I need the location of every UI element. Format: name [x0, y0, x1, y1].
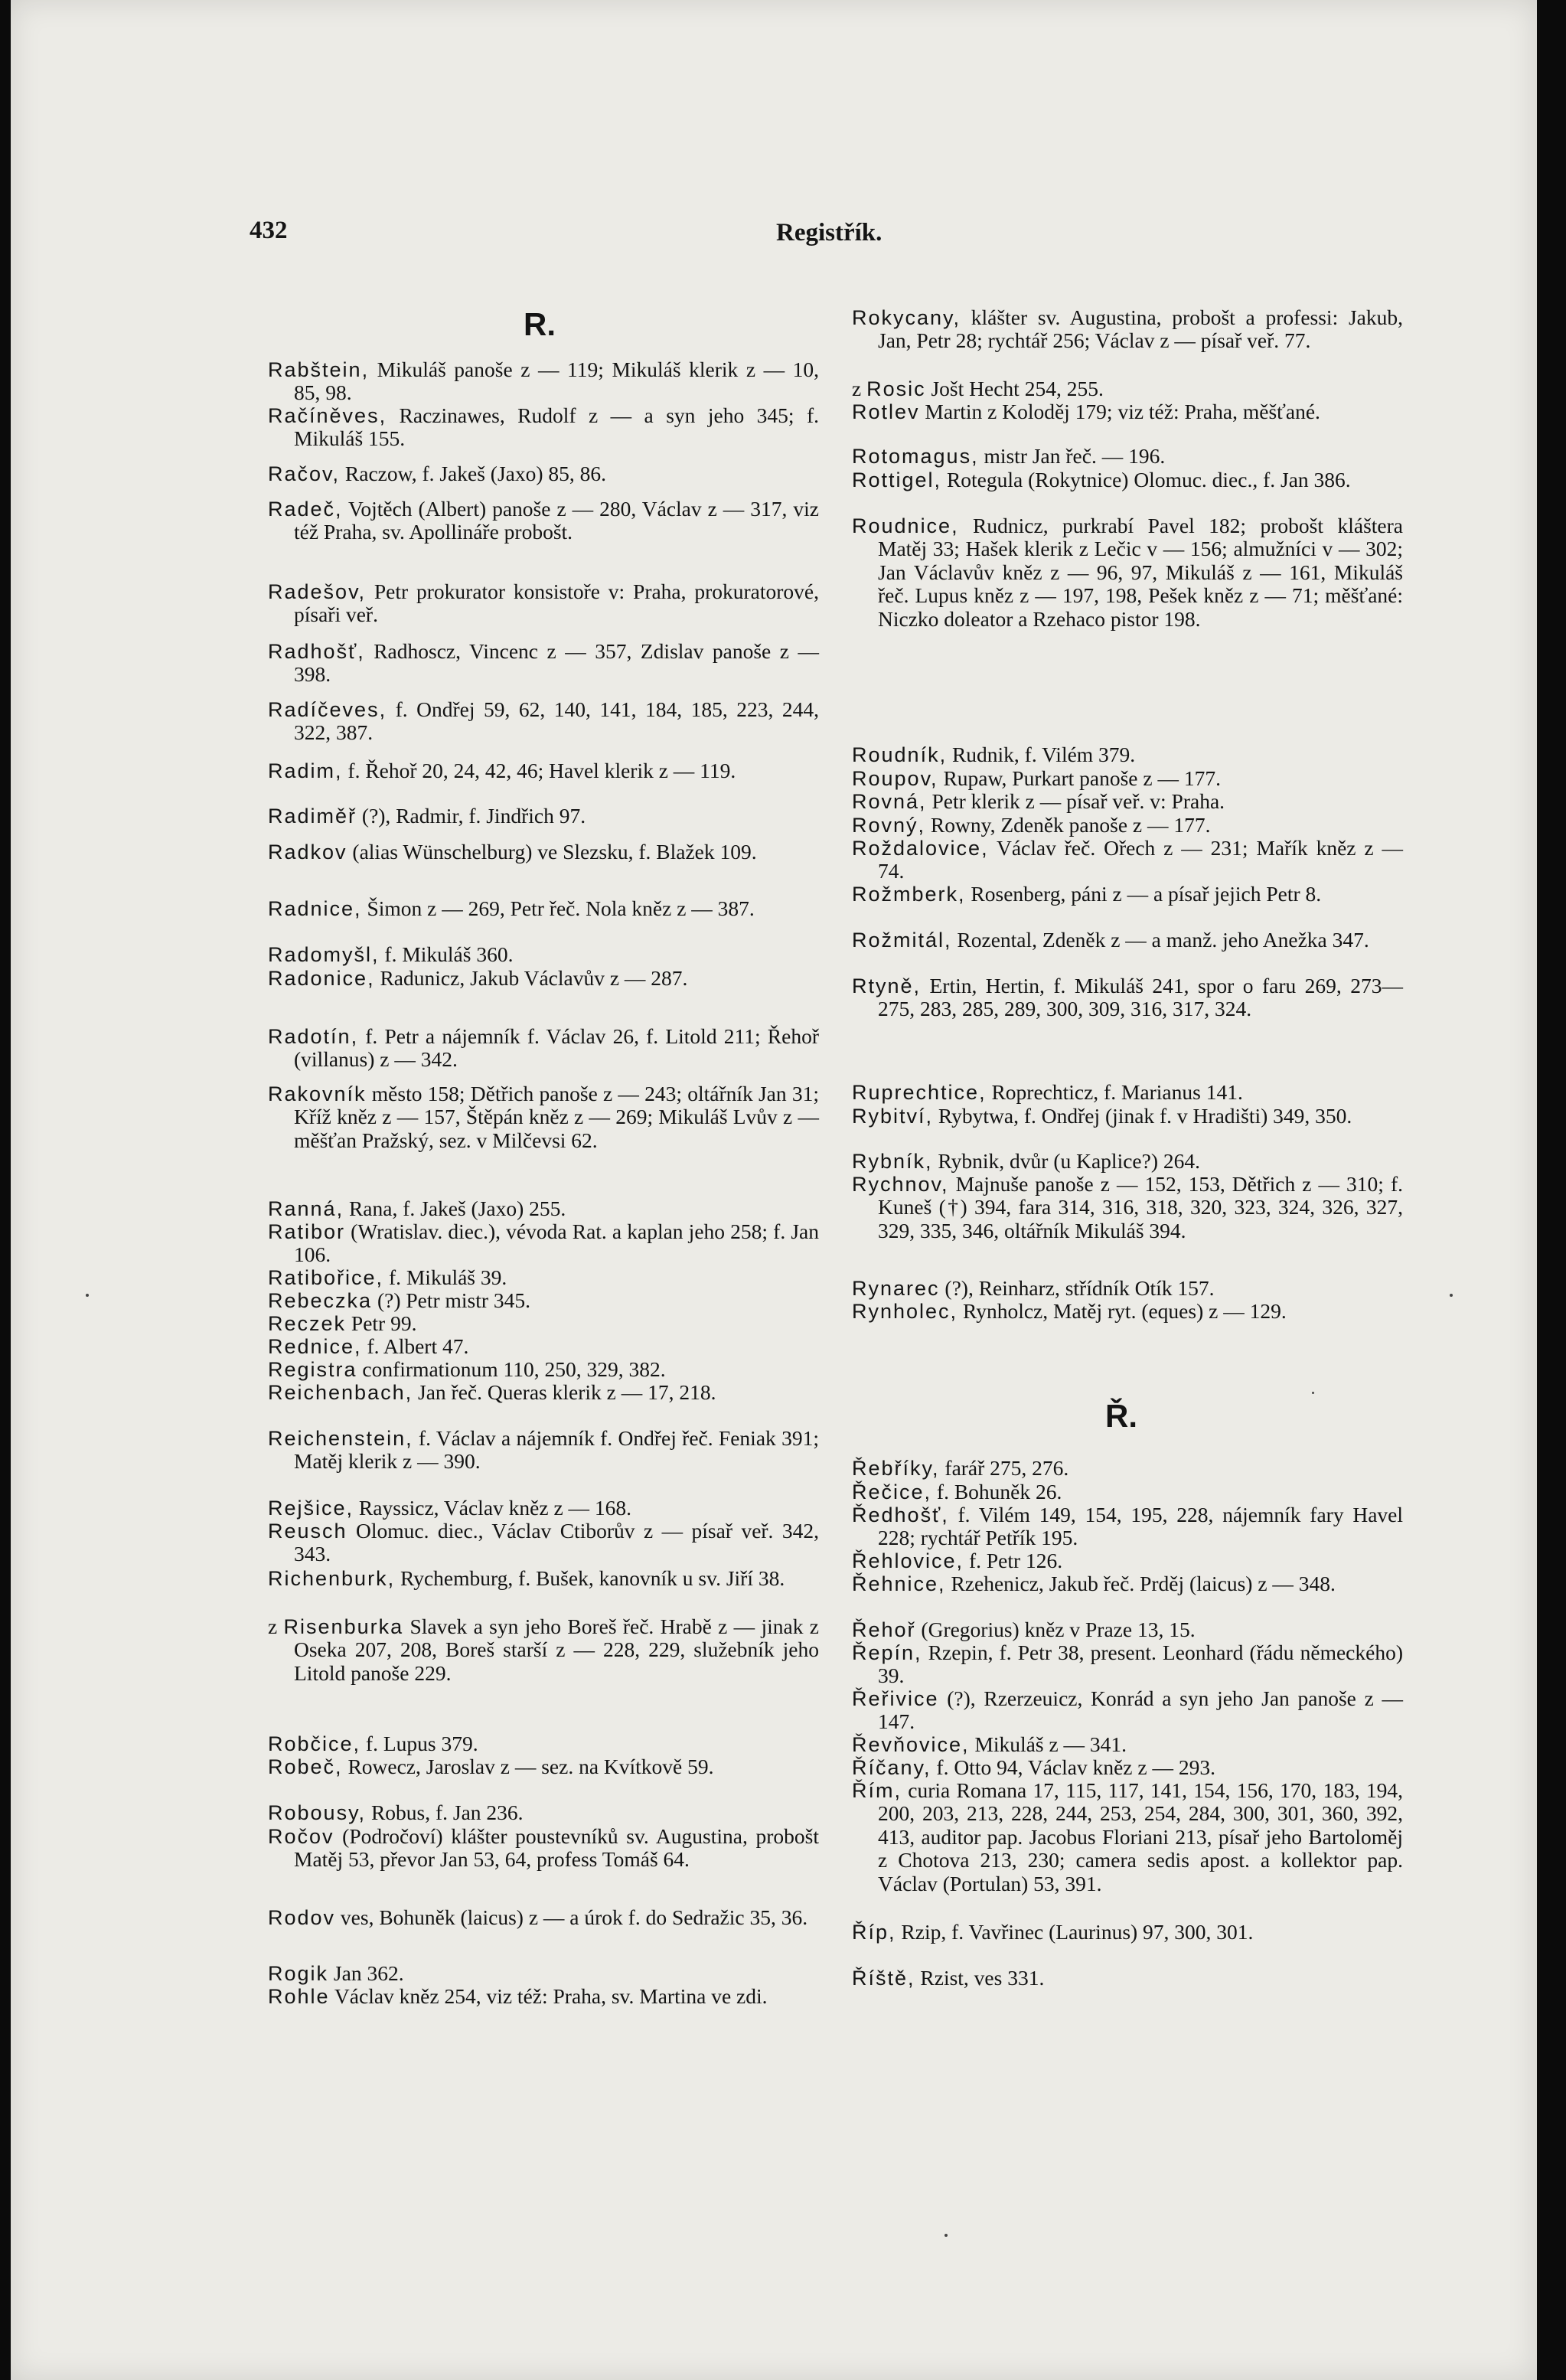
entry-headword: Radiměř — [268, 805, 357, 828]
entry-text: f. Albert 47. — [361, 1334, 469, 1358]
index-entry — [268, 759, 819, 782]
index-entry — [268, 897, 819, 920]
index-entry — [268, 1567, 819, 1590]
entry-headword: Reusch — [268, 1520, 347, 1543]
entry-text: Rybytwa, f. Ondřej (jinak f. v Hradišti) 349, 350. — [933, 1104, 1352, 1128]
scan-speck — [1312, 1392, 1314, 1394]
index-entry — [268, 1427, 819, 1474]
index-entry — [268, 1335, 819, 1358]
entry-text: f. Vilém 149, 154, 195, 228, nájemník fary Havel 228; rychtář Petřík 195. — [878, 1503, 1403, 1550]
index-entry — [852, 1779, 1403, 1895]
entry-preposition: z — [852, 377, 867, 400]
entry-text: f. Lupus 379. — [361, 1732, 478, 1755]
index-entry — [268, 1801, 819, 1824]
entry-text: Jan 362. — [328, 1961, 404, 1985]
entry-headword: Rosic — [866, 377, 926, 400]
entry-headword: Řehoř — [852, 1618, 916, 1641]
entry-text: f. Václav a nájemník f. Ondřej řeč. Feniak 391; Matěj klerik z — 390. — [294, 1426, 819, 1474]
entry-text: Rybnik, dvůr (u Kaplice?) 264. — [932, 1149, 1200, 1173]
entry-headword: Řehlovice, — [852, 1549, 964, 1572]
entry-text: Rzist, ves 331. — [915, 1966, 1045, 1990]
entry-headword: Rodov — [268, 1906, 336, 1929]
entry-text: farář 275, 276. — [939, 1456, 1069, 1480]
entry-text: Olomuc. diec., Václav Ctiborův z — písař veř. 342, 343. — [294, 1519, 819, 1566]
entry-headword: Řebříky, — [852, 1457, 940, 1480]
index-entry — [268, 698, 819, 745]
index-entry — [852, 1641, 1403, 1688]
entry-text: Václav řeč. Ořech z — 231; Mařík kněz z — 74. — [878, 836, 1403, 883]
entry-text: (Gregorius) kněz v Praze 13, 15. — [915, 1618, 1196, 1641]
entry-headword: Ročov — [268, 1825, 334, 1848]
index-entry — [852, 1687, 1403, 1734]
index-entry — [852, 1503, 1403, 1550]
entry-text: (?), Radmir, f. Jindřich 97. — [357, 804, 586, 828]
entry-text: Petr klerik z — písař veř. v: Praha. — [926, 789, 1225, 813]
index-entry — [852, 1921, 1403, 1944]
entry-preposition: z — [268, 1614, 284, 1638]
entry-headword: Radomyšl, — [268, 943, 380, 966]
entry-text: Vojtěch (Albert) panoše z — 280, Václav z — 317, viz též Praha, sv. Apollináře probošt. — [294, 497, 819, 544]
index-entry — [268, 1825, 819, 1872]
index-entry — [852, 837, 1403, 883]
entry-text: Petr prokurator konsistoře v: Praha, prokuratorové, písaři veř. — [294, 579, 819, 627]
entry-text: (?), Reinharz, střídník Otík 157. — [939, 1276, 1215, 1300]
entry-headword: Račíněves, — [268, 404, 387, 427]
entry-headword: Rybitví, — [852, 1105, 934, 1128]
entry-text: Mikuláš z — 341. — [969, 1732, 1127, 1756]
index-entry — [268, 1520, 819, 1566]
entry-headword: Rabštein, — [268, 358, 370, 381]
scan-speck — [1450, 1294, 1453, 1297]
entry-text: f. Mikuláš 39. — [383, 1265, 507, 1289]
index-entry — [852, 743, 1403, 766]
entry-headword: Richenburk, — [268, 1567, 396, 1590]
index-entry — [852, 400, 1403, 423]
entry-text: Rotegula (Rokytnice) Olomuc. diec., f. Jan 386. — [941, 468, 1351, 491]
entry-headword: Reichenbach, — [268, 1381, 413, 1404]
entry-headword: Rychnov, — [852, 1173, 949, 1196]
index-entry — [852, 1173, 1403, 1242]
entry-headword: Rottigel, — [852, 468, 942, 491]
index-entry — [268, 967, 819, 990]
entry-headword: Rebeczka — [268, 1289, 373, 1312]
index-entry — [852, 1300, 1403, 1323]
entry-headword: Risenburka — [283, 1615, 404, 1638]
entry-headword: Radeč, — [268, 498, 343, 521]
entry-text: Rana, f. Jakeš (Jaxo) 255. — [344, 1197, 566, 1220]
entry-headword: Říčany, — [852, 1756, 931, 1779]
entry-headword: Radim, — [268, 759, 343, 782]
entry-headword: Radonice, — [268, 967, 375, 990]
entry-headword: Robčice, — [268, 1732, 361, 1755]
index-entry — [852, 1081, 1403, 1104]
entry-text: Rowecz, Jaroslav z — sez. na Kvítkově 59. — [342, 1755, 714, 1778]
index-entry — [852, 468, 1403, 491]
index-entry — [852, 1572, 1403, 1595]
entry-text: Rupaw, Purkart panoše z — 177. — [938, 766, 1221, 790]
entry-headword: Račov, — [268, 462, 341, 485]
entry-headword: Rožmitál, — [852, 929, 952, 952]
entry-headword: Ratibořice, — [268, 1266, 384, 1289]
index-entry — [852, 445, 1403, 468]
entry-text: mistr Jan řeč. — 196. — [978, 444, 1166, 468]
index-entry — [268, 1358, 819, 1381]
entry-text: Roprechticz, f. Marianus 141. — [986, 1080, 1243, 1104]
entry-headword: Radešov, — [268, 580, 367, 603]
entry-headword: Rynarec — [852, 1277, 940, 1300]
entry-text: Ertin, Hertin, f. Mikuláš 241, spor o faru 269, 273—275, 283, 285, 289, 300, 309, 316, 317, 324. — [878, 974, 1403, 1021]
entry-headword: Rokycany, — [852, 306, 961, 329]
entry-headword: Řehnice, — [852, 1572, 946, 1595]
entry-text: f. Bohuněk 26. — [931, 1480, 1062, 1503]
entry-text: Rudnicz, purkrabí Pavel 182; probošt kláštera Matěj 33; Hašek klerik z Lečic v — 156; almužníci v — 302; Jan Václavův kněz z — 96, 97, Mikuláš z — 161, Mikuláš řeč. Lupus kněz z — 197, 198, Pešek kněz z — 71; měšťané: Niczko doleator a Rzehaco pistor 198. — [878, 514, 1403, 631]
entry-headword: Roudník, — [852, 743, 948, 766]
entry-text: Rynholcz, Matěj ryt. (eques) z — 129. — [958, 1299, 1287, 1323]
entry-text: Petr 99. — [346, 1311, 417, 1335]
entry-headword: Radíčeves, — [268, 698, 387, 721]
page-number: 432 — [250, 217, 288, 244]
entry-headword: Rynholec, — [852, 1300, 958, 1323]
entry-text: Rudnik, f. Vilém 379. — [947, 743, 1136, 766]
running-head: Registřík. — [776, 219, 883, 246]
index-entry — [268, 1381, 819, 1404]
entry-headword: Rakovník — [268, 1082, 367, 1105]
index-entry — [268, 640, 819, 687]
index-entry — [852, 1756, 1403, 1779]
index-entry — [268, 1289, 819, 1312]
index-entry — [268, 943, 819, 966]
index-entry — [268, 580, 819, 627]
entry-text: confirmationum 110, 250, 329, 382. — [357, 1357, 666, 1381]
scan-speck — [944, 2234, 948, 2237]
entry-headword: Říště, — [852, 1967, 915, 1990]
entry-headword: Roupov, — [852, 767, 938, 790]
index-entry — [268, 404, 819, 451]
entry-headword: Rohle — [268, 1985, 330, 2008]
entry-headword: Rovná, — [852, 790, 927, 813]
index-entry — [268, 462, 819, 485]
index-entry — [852, 1733, 1403, 1756]
entry-headword: Reichenstein, — [268, 1427, 413, 1450]
entry-headword: Radhošť, — [268, 640, 365, 663]
entry-text: (Področoví) klášter poustevníků sv. Augustina, probošt Matěj 53, převor Jan 53, 64, profess Tomáš 64. — [294, 1824, 819, 1872]
entry-text: Majnuše panoše z — 152, 153, Dětřich z — 310; f. Kuneš (†) 394, fara 314, 316, 318, 320, 323, 324, 326, 327, 329, 335, 346, oltářník Mikuláš 394. — [878, 1172, 1403, 1242]
index-entry — [852, 1967, 1403, 1990]
entry-headword: Radkov — [268, 841, 347, 864]
index-entry — [268, 1732, 819, 1755]
entry-text: Jan řeč. Queras klerik z — 17, 218. — [413, 1380, 716, 1404]
index-entry — [852, 1549, 1403, 1572]
entry-headword: Robousy, — [268, 1801, 367, 1824]
entry-headword: Rtyně, — [852, 975, 922, 997]
entry-text: (alias Wünschelburg) ve Slezsku, f. Blažek 109. — [347, 840, 757, 864]
entry-headword: Říp, — [852, 1921, 896, 1944]
entry-headword: Radnice, — [268, 897, 362, 920]
entry-headword: Rejšice, — [268, 1497, 354, 1520]
entry-headword: Rednice, — [268, 1335, 362, 1358]
entry-text: Radunicz, Jakub Václavův z — 287. — [374, 966, 688, 990]
entry-text: Radhoscz, Vincenc z — 357, Zdislav panoše z — 398. — [294, 639, 819, 687]
entry-headword: Roudnice, — [852, 514, 959, 537]
entry-text: Mikuláš panoše z — 119; Mikuláš klerik z — 10, 85, 98. — [294, 357, 819, 405]
entry-text: (?) Petr mistr 345. — [372, 1288, 531, 1312]
entry-text: Robus, f. Jan 236. — [366, 1801, 524, 1824]
index-entry — [852, 790, 1403, 813]
entry-headword: Řeřivice — [852, 1687, 939, 1710]
entry-headword: Rybník, — [852, 1150, 933, 1173]
index-entry — [268, 1266, 819, 1289]
entry-text: Šimon z — 269, Petr řeč. Nola kněz z — 387. — [361, 896, 755, 920]
entry-headword: Ratibor — [268, 1220, 346, 1243]
entry-text: Martin z Koloděj 179; viz též: Praha, měšťané. — [919, 400, 1320, 423]
entry-headword: Rovný, — [852, 814, 926, 837]
index-entry — [852, 514, 1403, 631]
entry-headword: Rogik — [268, 1962, 329, 1985]
index-entry — [268, 1025, 819, 1072]
index-entry — [852, 814, 1403, 837]
entry-text: Raczow, f. Jakeš (Jaxo) 85, 86. — [340, 462, 607, 485]
entry-headword: Rotlev — [852, 400, 920, 423]
index-entry — [268, 1906, 819, 1929]
entry-headword: Řím, — [852, 1779, 902, 1802]
section-letter-r: R. — [524, 306, 556, 342]
entry-text: ves, Bohuněk (laicus) z — a úrok f. do Sedražic 35, 36. — [335, 1905, 808, 1929]
entry-text: f. Řehoř 20, 24, 42, 46; Havel klerik z — 119. — [342, 759, 736, 782]
index-entry — [268, 1497, 819, 1520]
index-entry — [268, 358, 819, 405]
entry-headword: Reczek — [268, 1312, 347, 1335]
index-entry — [852, 929, 1403, 952]
entry-text: Jošt Hecht 254, 255. — [925, 377, 1104, 400]
entry-text: Rayssicz, Václav kněz z — 168. — [354, 1496, 632, 1520]
index-entry — [852, 306, 1403, 353]
entry-text: f. Ondřej 59, 62, 140, 141, 184, 185, 223, 244, 322, 387. — [294, 697, 819, 745]
index-entry — [852, 1150, 1403, 1173]
index-entry — [852, 1481, 1403, 1503]
index-entry — [852, 767, 1403, 790]
index-entry — [268, 1615, 819, 1685]
scan-speck — [86, 1294, 89, 1297]
index-entry — [852, 1457, 1403, 1480]
index-entry — [852, 1277, 1403, 1300]
entry-text: Václav kněz 254, viz též: Praha, sv. Martina ve zdi. — [329, 1984, 768, 2008]
index-entry — [852, 1105, 1403, 1128]
entry-headword: Radotín, — [268, 1025, 359, 1048]
section-letter-r-hacek: Ř. — [1105, 1398, 1137, 1434]
entry-text: Rowny, Zdeněk panoše z — 177. — [925, 813, 1211, 837]
index-entry — [852, 975, 1403, 1021]
index-entry — [268, 1962, 819, 1985]
entry-headword: Roždalovice, — [852, 837, 989, 860]
entry-headword: Ředhošť, — [852, 1503, 949, 1526]
entry-text: (Wratislav. diec.), vévoda Rat. a kaplan jeho 258; f. Jan 106. — [294, 1219, 819, 1267]
entry-text: f. Mikuláš 360. — [379, 942, 514, 966]
entry-headword: Rotomagus, — [852, 445, 979, 468]
entry-headword: Řevňovice, — [852, 1733, 970, 1756]
entry-text: f. Petr a nájemník f. Václav 26, f. Litold 211; Řehoř (villanus) z — 342. — [294, 1024, 819, 1072]
entry-headword: Robeč, — [268, 1755, 343, 1778]
entry-text: Raczinawes, Rudolf z — a syn jeho 345; f. Mikuláš 155. — [294, 403, 819, 451]
index-entry — [268, 1755, 819, 1778]
page — [11, 0, 1537, 2380]
entry-text: (?), Rzerzeuicz, Konrád a syn jeho Jan panoše z — 147. — [878, 1686, 1403, 1734]
entry-headword: Ranná, — [268, 1197, 344, 1220]
index-entry — [268, 1082, 819, 1152]
index-entry — [268, 1220, 819, 1267]
index-entry — [268, 498, 819, 544]
entry-text: Rosenberg, páni z — a písař jejich Petr 8. — [965, 882, 1322, 906]
entry-headword: Registra — [268, 1358, 357, 1381]
index-entry — [268, 1197, 819, 1220]
index-entry — [852, 883, 1403, 906]
index-entry — [268, 841, 819, 864]
entry-text: klášter sv. Augustina, probošt a professi: Jakub, Jan, Petr 28; rychtář 256; Václav z — písař veř. 77. — [878, 305, 1403, 353]
entry-text: Rzip, f. Vavřinec (Laurinus) 97, 300, 301. — [896, 1920, 1254, 1944]
entry-text: město 158; Dětřich panoše z — 243; oltářník Jan 31; Kříž kněz z — 157, Štěpán kněz z — 269; Mikuláš Lvův z — měšťan Pražský, sez. v Milčevsi 62. — [294, 1082, 819, 1152]
entry-text: Rychemburg, f. Bušek, kanovník u sv. Jiří 38. — [395, 1566, 785, 1590]
entry-text: Rzepin, f. Petr 38, present. Leonhard (řádu německého) 39. — [878, 1641, 1403, 1688]
index-entry — [852, 377, 1403, 400]
entry-headword: Rožmberk, — [852, 883, 966, 906]
entry-text: f. Otto 94, Václav kněz z — 293. — [931, 1755, 1215, 1779]
index-entry — [268, 1985, 819, 2008]
index-entry — [852, 1618, 1403, 1641]
index-entry — [268, 1312, 819, 1335]
entry-text: Slavek a syn jeho Boreš řeč. Hrabě z — jinak z Oseka 207, 208, Boreš starší z — 228, 229, služebník jeho Litold panoše 229. — [294, 1614, 819, 1685]
index-entry — [268, 805, 819, 828]
entry-headword: Řepín, — [852, 1641, 922, 1664]
entry-headword: Řečice, — [852, 1481, 932, 1503]
entry-text: Rozental, Zdeněk z — a manž. jeho Anežka 347. — [951, 928, 1369, 952]
entry-headword: Ruprechtice, — [852, 1081, 987, 1104]
entry-text: f. Petr 126. — [964, 1549, 1063, 1572]
entry-text: Rzehenicz, Jakub řeč. Prděj (laicus) z — 348. — [945, 1572, 1336, 1595]
entry-text: curia Romana 17, 115, 117, 141, 154, 156, 170, 183, 194, 200, 203, 213, 228, 244, 253, 254, 284, 300, 301, 360, 392, 413, auditor pap. Jacobus Floriani 213, písař jeho Bartoloměj z Chotova 213, 230; camera sedis apost. a kollektor pap. Václav (Portulan) 53, 391. — [878, 1778, 1403, 1895]
